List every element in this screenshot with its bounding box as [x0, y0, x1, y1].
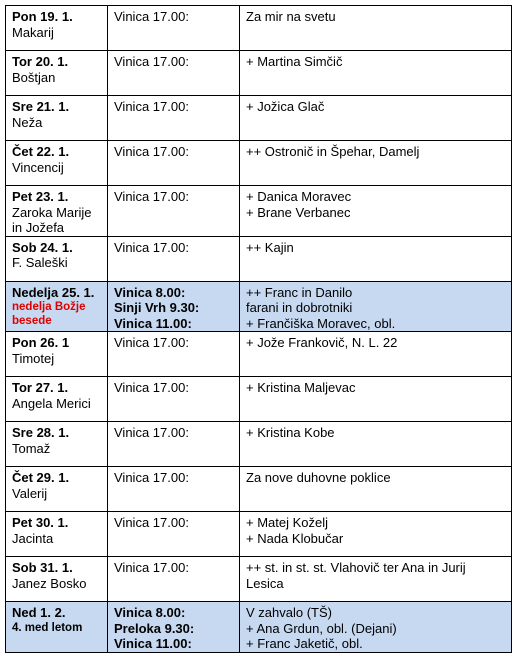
day-cell: [6, 51, 108, 96]
mass-intention: + Jožica Glač: [246, 99, 325, 114]
schedule-row: [6, 557, 512, 602]
schedule-row: [6, 96, 512, 141]
day-label: Pon 19. 1.: [12, 9, 73, 24]
intention-cell: [240, 6, 512, 51]
saint-name: F. Saleški: [12, 255, 68, 270]
day-label: Tor 27. 1.: [12, 380, 69, 395]
mass-intention: + Kristina Kobe: [246, 425, 335, 440]
intention-cell: [240, 512, 512, 557]
time-cell: [108, 602, 240, 653]
schedule-row: [6, 236, 512, 281]
time-cell: [108, 332, 240, 377]
mass-time: Vinica 17.00:: [114, 560, 189, 575]
schedule-row: [6, 422, 512, 467]
day-cell: [6, 332, 108, 377]
mass-intention: + Nada Klobučar: [246, 530, 344, 546]
time-cell: [108, 281, 240, 332]
time-cell: [108, 236, 240, 281]
day-cell: [6, 6, 108, 51]
time-cell: [108, 51, 240, 96]
time-cell: [108, 377, 240, 422]
day-label: Tor 20. 1.: [12, 54, 69, 69]
mass-intention: farani in dobrotniki: [246, 300, 353, 315]
day-label: Sob 24. 1.: [12, 239, 73, 255]
day-cell: [6, 186, 108, 237]
time-cell: [108, 467, 240, 512]
day-cell: [6, 512, 108, 557]
mass-time: Vinica 17.00:: [114, 189, 189, 204]
mass-time: Vinica 17.00:: [114, 470, 189, 485]
saint-name: Valerij: [12, 485, 48, 501]
schedule-row: [6, 467, 512, 512]
mass-intention: + Jože Frankovič, N. L. 22: [246, 335, 398, 350]
mass-intention: + Kristina Maljevac: [246, 380, 356, 395]
mass-time: Sinji Vrh 9.30:: [114, 300, 200, 315]
intention-cell: [240, 141, 512, 186]
mass-time: Preloka 9.30:: [114, 620, 195, 636]
saint-name: Timotej: [12, 350, 55, 366]
mass-time: Vinica 17.00:: [114, 239, 189, 255]
day-cell: [6, 236, 108, 281]
saint-name: Janez Bosko: [12, 575, 87, 591]
intention-cell: [240, 422, 512, 467]
day-label: Sob 31. 1.: [12, 560, 73, 575]
day-label: Čet 22. 1.: [12, 144, 70, 159]
mass-time: Vinica 17.00:: [114, 9, 189, 24]
time-cell: [108, 96, 240, 141]
mass-intention: Lesica: [246, 575, 284, 591]
feast-label: nedelja Božje: [12, 301, 86, 313]
time-cell: [108, 512, 240, 557]
mass-intention: + Matej Koželj: [246, 515, 329, 530]
mass-intention: V zahvalo (TŠ): [246, 605, 332, 620]
intention-cell: [240, 377, 512, 422]
mass-schedule-table: [5, 5, 512, 653]
day-cell: [6, 96, 108, 141]
saint-name: Zaroka Marije: [12, 204, 92, 220]
mass-intention: + Ana Grdun, obl. (Dejani): [246, 620, 397, 636]
saint-name: Boštjan: [12, 69, 56, 85]
day-label: Nedelja 25. 1.: [12, 284, 95, 300]
intention-cell: [240, 467, 512, 512]
schedule-row: [6, 51, 512, 96]
sunday-row: [6, 281, 512, 332]
mass-time: Vinica 17.00:: [114, 515, 189, 530]
saint-name: Makarij: [12, 24, 54, 40]
mass-time: Vinica 8.00:: [114, 605, 186, 620]
mass-intention: + Frančiška Moravec, obl.: [246, 315, 396, 331]
day-cell: [6, 281, 108, 332]
time-cell: [108, 6, 240, 51]
intention-cell: [240, 281, 512, 332]
sunday-row: [6, 602, 512, 653]
time-cell: [108, 557, 240, 602]
day-cell: [6, 377, 108, 422]
mass-time: Vinica 17.00:: [114, 144, 189, 159]
schedule-row: [6, 332, 512, 377]
day-label: Pet 30. 1.: [12, 515, 69, 530]
mass-intention: + Martina Simčič: [246, 54, 343, 69]
saint-name: Vincencij: [12, 159, 64, 175]
mass-time: Vinica 11.00:: [114, 636, 192, 651]
schedule-row: [6, 512, 512, 557]
intention-cell: [240, 51, 512, 96]
mass-time: Vinica 17.00:: [114, 425, 189, 440]
saint-name: Tomaž: [12, 440, 51, 456]
day-label: Sre 21. 1.: [12, 99, 70, 114]
mass-intention: ++ st. in st. st. Vlahovič ter Ana in Jurij: [246, 560, 466, 575]
intention-cell: [240, 186, 512, 237]
time-cell: [108, 422, 240, 467]
mass-time: Vinica 17.00:: [114, 99, 189, 114]
intention-cell: [240, 557, 512, 602]
day-cell: [6, 141, 108, 186]
time-cell: [108, 186, 240, 237]
mass-time: Vinica 17.00:: [114, 54, 189, 69]
intention-cell: [240, 236, 512, 281]
mass-intention: ++ Kajin: [246, 239, 294, 255]
saint-name: in Jožefa: [12, 220, 65, 235]
schedule-row: [6, 6, 512, 51]
day-label: Pet 23. 1.: [12, 189, 69, 204]
time-cell: [108, 141, 240, 186]
mass-intention: ++ Franc in Danilo: [246, 284, 353, 300]
mass-intention: Za nove duhovne poklice: [246, 470, 391, 485]
day-label: Ned 1. 2.: [12, 605, 66, 620]
day-cell: [6, 602, 108, 653]
saint-name: Jacinta: [12, 530, 54, 546]
schedule-row: [6, 186, 512, 237]
day-cell: [6, 422, 108, 467]
mass-time: Vinica 8.00:: [114, 284, 186, 300]
intention-cell: [240, 602, 512, 653]
mass-time: Vinica 17.00:: [114, 380, 189, 395]
schedule-row: [6, 141, 512, 186]
intention-cell: [240, 96, 512, 141]
day-cell: [6, 467, 108, 512]
mass-intention: + Franc Jaketič, obl.: [246, 636, 363, 651]
schedule-row: [6, 377, 512, 422]
mass-intention: + Brane Verbanec: [246, 204, 351, 220]
feast-label: besede: [12, 315, 52, 327]
saint-name: Neža: [12, 114, 43, 130]
mass-time: Vinica 11.00:: [114, 315, 192, 331]
day-label: Čet 29. 1.: [12, 470, 70, 485]
feast-label: 4. med letom: [12, 621, 83, 634]
day-cell: [6, 557, 108, 602]
mass-intention: + Danica Moravec: [246, 189, 352, 204]
mass-time: Vinica 17.00:: [114, 335, 189, 350]
mass-intention: ++ Ostronič in Špehar, Damelj: [246, 144, 420, 159]
day-label: Sre 28. 1.: [12, 425, 70, 440]
intention-cell: [240, 332, 512, 377]
day-label: Pon 26. 1: [12, 335, 70, 350]
mass-intention: Za mir na svetu: [246, 9, 336, 24]
saint-name: Angela Merici: [12, 395, 91, 411]
